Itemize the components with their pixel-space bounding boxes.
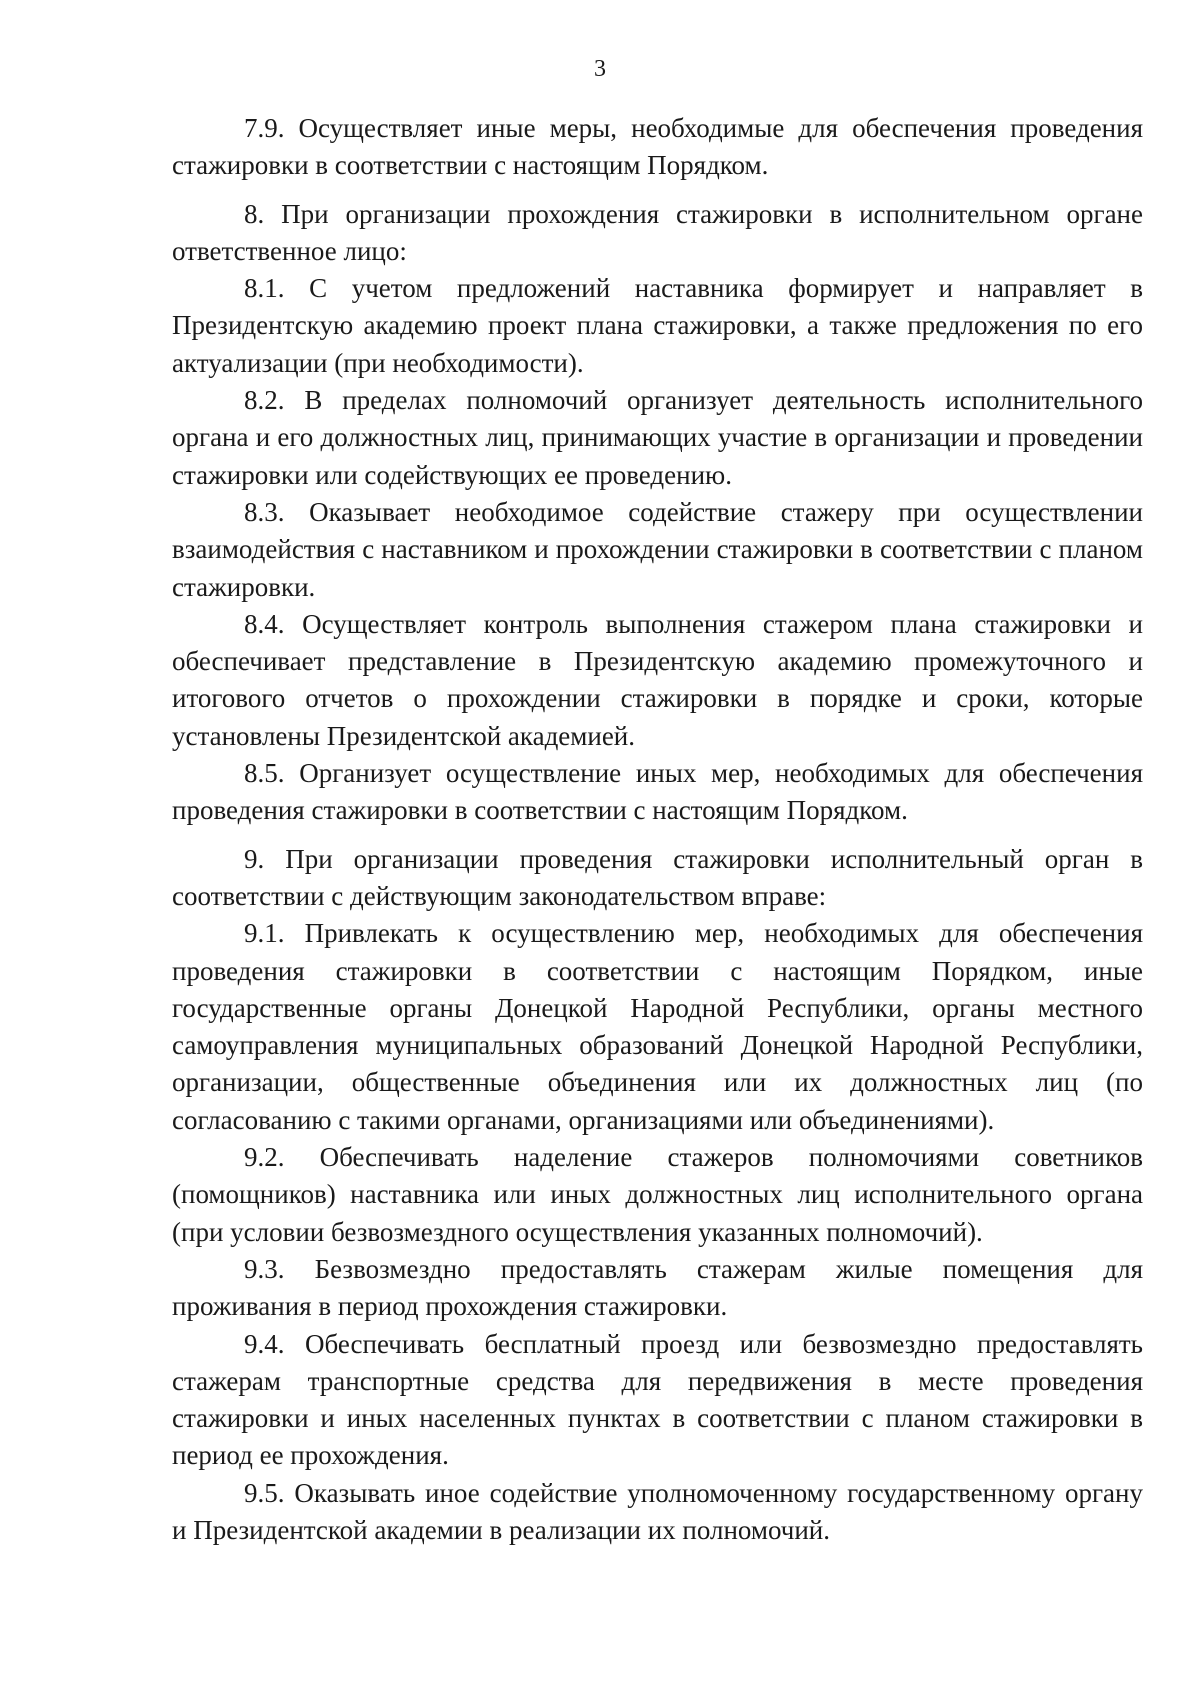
paragraph-9-3: 9.3. Безвозмездно предоставлять стажерам жилые помещения для проживания в период прохождения стажировки. [172,1253,1143,1322]
paragraph-8-3: 8.3. Оказывает необходимое содействие стажеру при осуществлении взаимодействия с наставником и прохождении стажировки в соответствии с планом стажировки. [172,496,1143,602]
page-number: 3 [594,56,606,82]
paragraph-9-1: 9.1. Привлекать к осуществлению мер, необходимых для обеспечения проведения стажировки в соответствии с настоящим Порядком, иные государственные органы Донецкой Народной Республики, органы местного самоуправления муниципальных образований Донецкой Народной Республики, организации, общественные объединения или их должностных лиц (по согласованию с такими органами, организациями или объединениями). [172,918,1143,1135]
paragraph-7-9: 7.9. Осуществляет иные меры, необходимые для обеспечения проведения стажировки в соответствии с настоящим Порядком. [172,113,1143,181]
paragraph-8-5: 8.5. Организует осуществление иных мер, необходимых для обеспечения проведения стажировки в соответствии с настоящим Порядком. [172,758,1143,826]
paragraph-8: 8. При организации прохождения стажировки в исполнительном органе ответственное лицо: [172,198,1143,266]
paragraph-9-2: 9.2. Обеспечивать наделение стажеров полномочиями советников (помощников) наставника или иных должностных лиц исполнительного органа (при условии безвозмездного осуществления указанных полномочий). [172,1142,1143,1247]
paragraph-8-4: 8.4. Осуществляет контроль выполнения стажером плана стажировки и обеспечивает представление в Президентскую академию промежуточного и итогового отчетов о прохождении стажировки в порядке и сроки, которые установлены Президентской академией. [172,608,1143,751]
paragraph-9-4: 9.4. Обеспечивать бесплатный проезд или безвозмездно предоставлять стажерам транспортные средства для передвижения в месте проведения стажировки и иных населенных пунктах в соответствии с планом стажировки в период ее прохождения. [172,1328,1143,1471]
paragraph-9: 9. При организации проведения стажировки исполнительный орган в соответствии с действующим законодательством вправе: [172,843,1143,911]
paragraph-8-2: 8.2. В пределах полномочий организует деятельность исполнительного органа и его должностных лиц, принимающих участие в организации и проведении стажировки или содействующих ее проведению. [172,385,1143,490]
paragraph-8-1: 8.1. С учетом предложений наставника формирует и направляет в Президентскую академию проект плана стажировки, а также предложения по его актуализации (при необходимости). [172,273,1143,378]
paragraph-9-5: 9.5. Оказывать иное содействие уполномоченному государственному органу и Президентской академии в реализации их полномочий. [172,1477,1143,1545]
document-body [172,110,1143,1549]
